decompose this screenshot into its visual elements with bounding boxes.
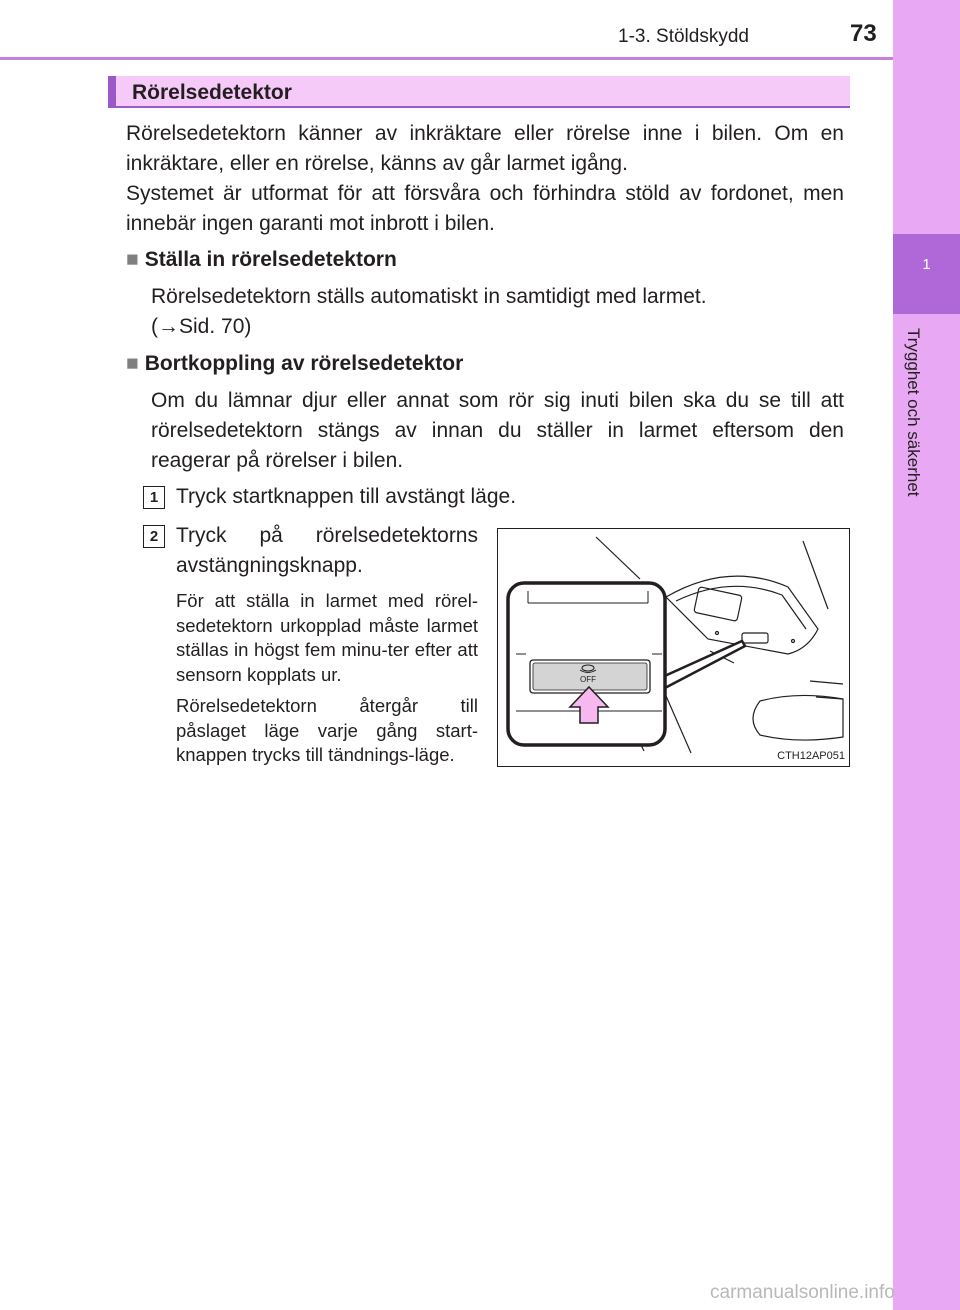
section-title: Rörelsedetektor [132,81,292,104]
figure-overhead-console [497,528,850,767]
note-2: Rörelsedetektorn återgår till påslaget läge varje gång start-knappen trycks till tändnings-läge. [176,695,478,765]
side-chapter-label: Trygghet och säkerhet [904,328,923,497]
bullet-square-icon: ■ [126,352,139,375]
step-number-1: 1 [143,486,165,509]
step-text-1: Tryck startknappen till avstängt läge. [176,485,517,508]
intro-text-2: Systemet är utformat för att försvåra och förhindra stöld av fordonet, men innebär ingen garanti mot inbrott i bilen. [126,182,844,235]
figure-illustration [498,529,850,767]
figure-off-label: OFF [580,675,596,684]
disable-description: Om du lämnar djur eller annat som rör sig inuti bilen ska du se till att rörelsedetektorn stängs av innan du ställer in larmet eftersom den reagerar på rörelser i bilen. [151,389,844,472]
subsection-heading-disable [126,349,463,379]
side-strip [893,0,960,1310]
section-header [108,76,850,108]
page-number: 73 [850,20,877,47]
side-chapter-tab[interactable] [893,234,960,314]
subsection-title-set: Ställa in rörelsedetektorn [144,248,397,271]
step-text-2: Tryck på rörelsedetektorns avstängningsknapp. [176,524,478,577]
intro-text-1: Rörelsedetektorn känner av inkräktare eller rörelse inne i bilen. Om en inkräktare, eller en rörelse, känns av går larmet igång. [126,122,844,175]
step-number-2: 2 [143,525,165,548]
bullet-square-icon: ■ [126,248,139,271]
set-description: Rörelsedetektorn ställs automatiskt in samtidigt med larmet. [151,285,707,308]
subsection-set-text [151,282,844,342]
figure-code: CTH12AP051 [777,750,845,762]
subsection-heading-set [126,245,397,275]
side-chapter-number: 1 [922,256,931,273]
intro-paragraph [126,119,844,239]
header-title: 1-3. Stöldskydd [618,26,749,47]
footer-watermark: carmanualsonline.info [710,1282,895,1303]
subsection-title-disable: Bortkoppling av rörelsedetektor [144,352,464,375]
page-reference-link[interactable]: (→Sid. 70) [151,315,252,338]
note-1: För att ställa in larmet med rörel-sedetektorn urkopplad måste larmet ställas in högst fem minu-ter efter att sensorn kopplats ur. [176,590,478,685]
header-divider [0,57,893,60]
